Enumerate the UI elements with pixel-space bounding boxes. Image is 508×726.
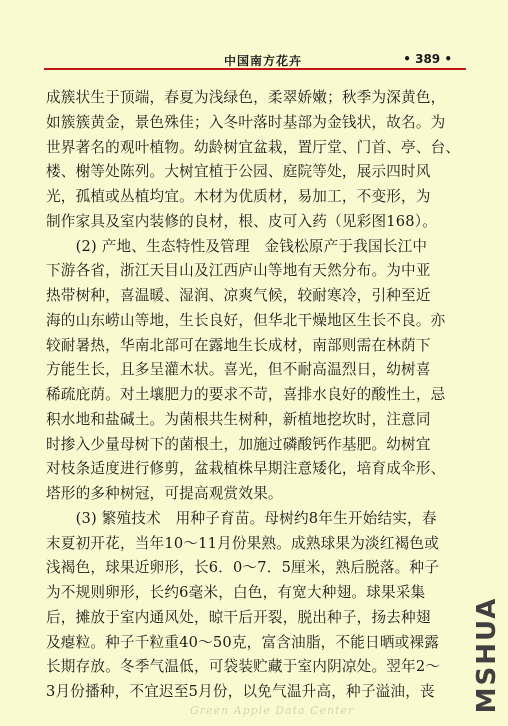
text-line: 末夏初开花，当年10～11月份果熟。成熟球果为淡红褐色或 (46, 534, 439, 552)
text-line: 浅褐色，球果近卵形，长6．0～7．5厘米，熟后脱落。种子 (46, 559, 439, 577)
text-line: 稀疏庇荫。对土壤肥力的要求不苛，喜排水良好的酸性土，忌 (46, 386, 446, 403)
header-rule (44, 68, 466, 70)
text-line: 光，孤植或丛植均宜。木材为优质材，易加工，不变形，为 (46, 188, 431, 205)
text-line: 世界著名的观叶植物。幼龄树宜盆栽，置厅堂、门首、亭、台、 (46, 138, 461, 156)
watermark: Green Apple Data Center (190, 704, 355, 717)
text-line: 对枝条适度进行修剪，盆栽植株早期注意矮化，培育成伞形、 (46, 460, 446, 478)
text-line: 3月份播种，不宜迟至5月份，以免气温升高，种子溢油，丧 (46, 683, 435, 700)
text-line: 成簇状生于顶端，春夏为浅绿色，柔翠娇嫩；秋季为深黄色， (46, 89, 446, 106)
text-line: 方能生长，且多呈灌木状。喜光，但不耐高温烈日，幼树喜 (46, 361, 431, 379)
body-text (46, 86, 470, 705)
text-line: 制作家具及室内装修的良材，根、皮可入药（见彩图168）。 (46, 212, 438, 230)
side-watermark (470, 596, 504, 714)
text-line: 热带树种，喜温暖、湿润、凉爽气候，较耐寒冷，引种至近 (46, 287, 431, 304)
text-line: 塔形的多种树冠，可提高观赏效果。 (46, 485, 283, 502)
side-watermark-text: MSHUA (472, 596, 502, 714)
text-line: 下游各省，浙江天目山及江西庐山等地有天然分布。为中亚 (46, 262, 431, 280)
text-line: 后，摊放于室内通风处，晾干后开裂，脱出种子，扬去种翅 (46, 608, 431, 626)
page-number: • 389 • (403, 52, 452, 66)
text-line: (3) 繁殖技术 用种子育苗。母树约8年生开始结实，春 (46, 509, 437, 527)
text-line: 长期存放。冬季气温低，可袋装贮藏于室内阴凉处。翌年2～ (46, 658, 441, 676)
text-line: 积水地和盐碱土。为菌根共生树种，新植地挖坎时，注意同 (46, 410, 431, 428)
text-line: 时掺入少量母树下的菌根土，加施过磷酸钙作基肥。幼树宜 (46, 435, 431, 453)
running-title: 中国南方花卉 (224, 54, 303, 68)
text-line: 为不规则卵形，长约6毫米，白色，有宽大种翅。球果采集 (46, 584, 426, 601)
text-line: 较耐暑热，华南北部可在露地生长成材，南部则需在林荫下 (46, 336, 431, 354)
text-line: 楼、榭等处陈列。大树宜植于公园、庭院等处，展示四时风 (46, 163, 431, 181)
text-line: 及瘪粒。种子千粒重40～50克，富含油脂，不能日晒或裸露 (46, 633, 439, 651)
text-line: (2) 产地、生态特性及管理 金钱松原产于我国长江中 (46, 237, 428, 255)
text-line: 海的山东崂山等地，生长良好，但华北干燥地区生长不良。亦 (46, 311, 446, 329)
text-line: 如簇簇黄金，景色殊佳；入冬叶落时基部为金钱状，故名。为 (46, 113, 446, 131)
